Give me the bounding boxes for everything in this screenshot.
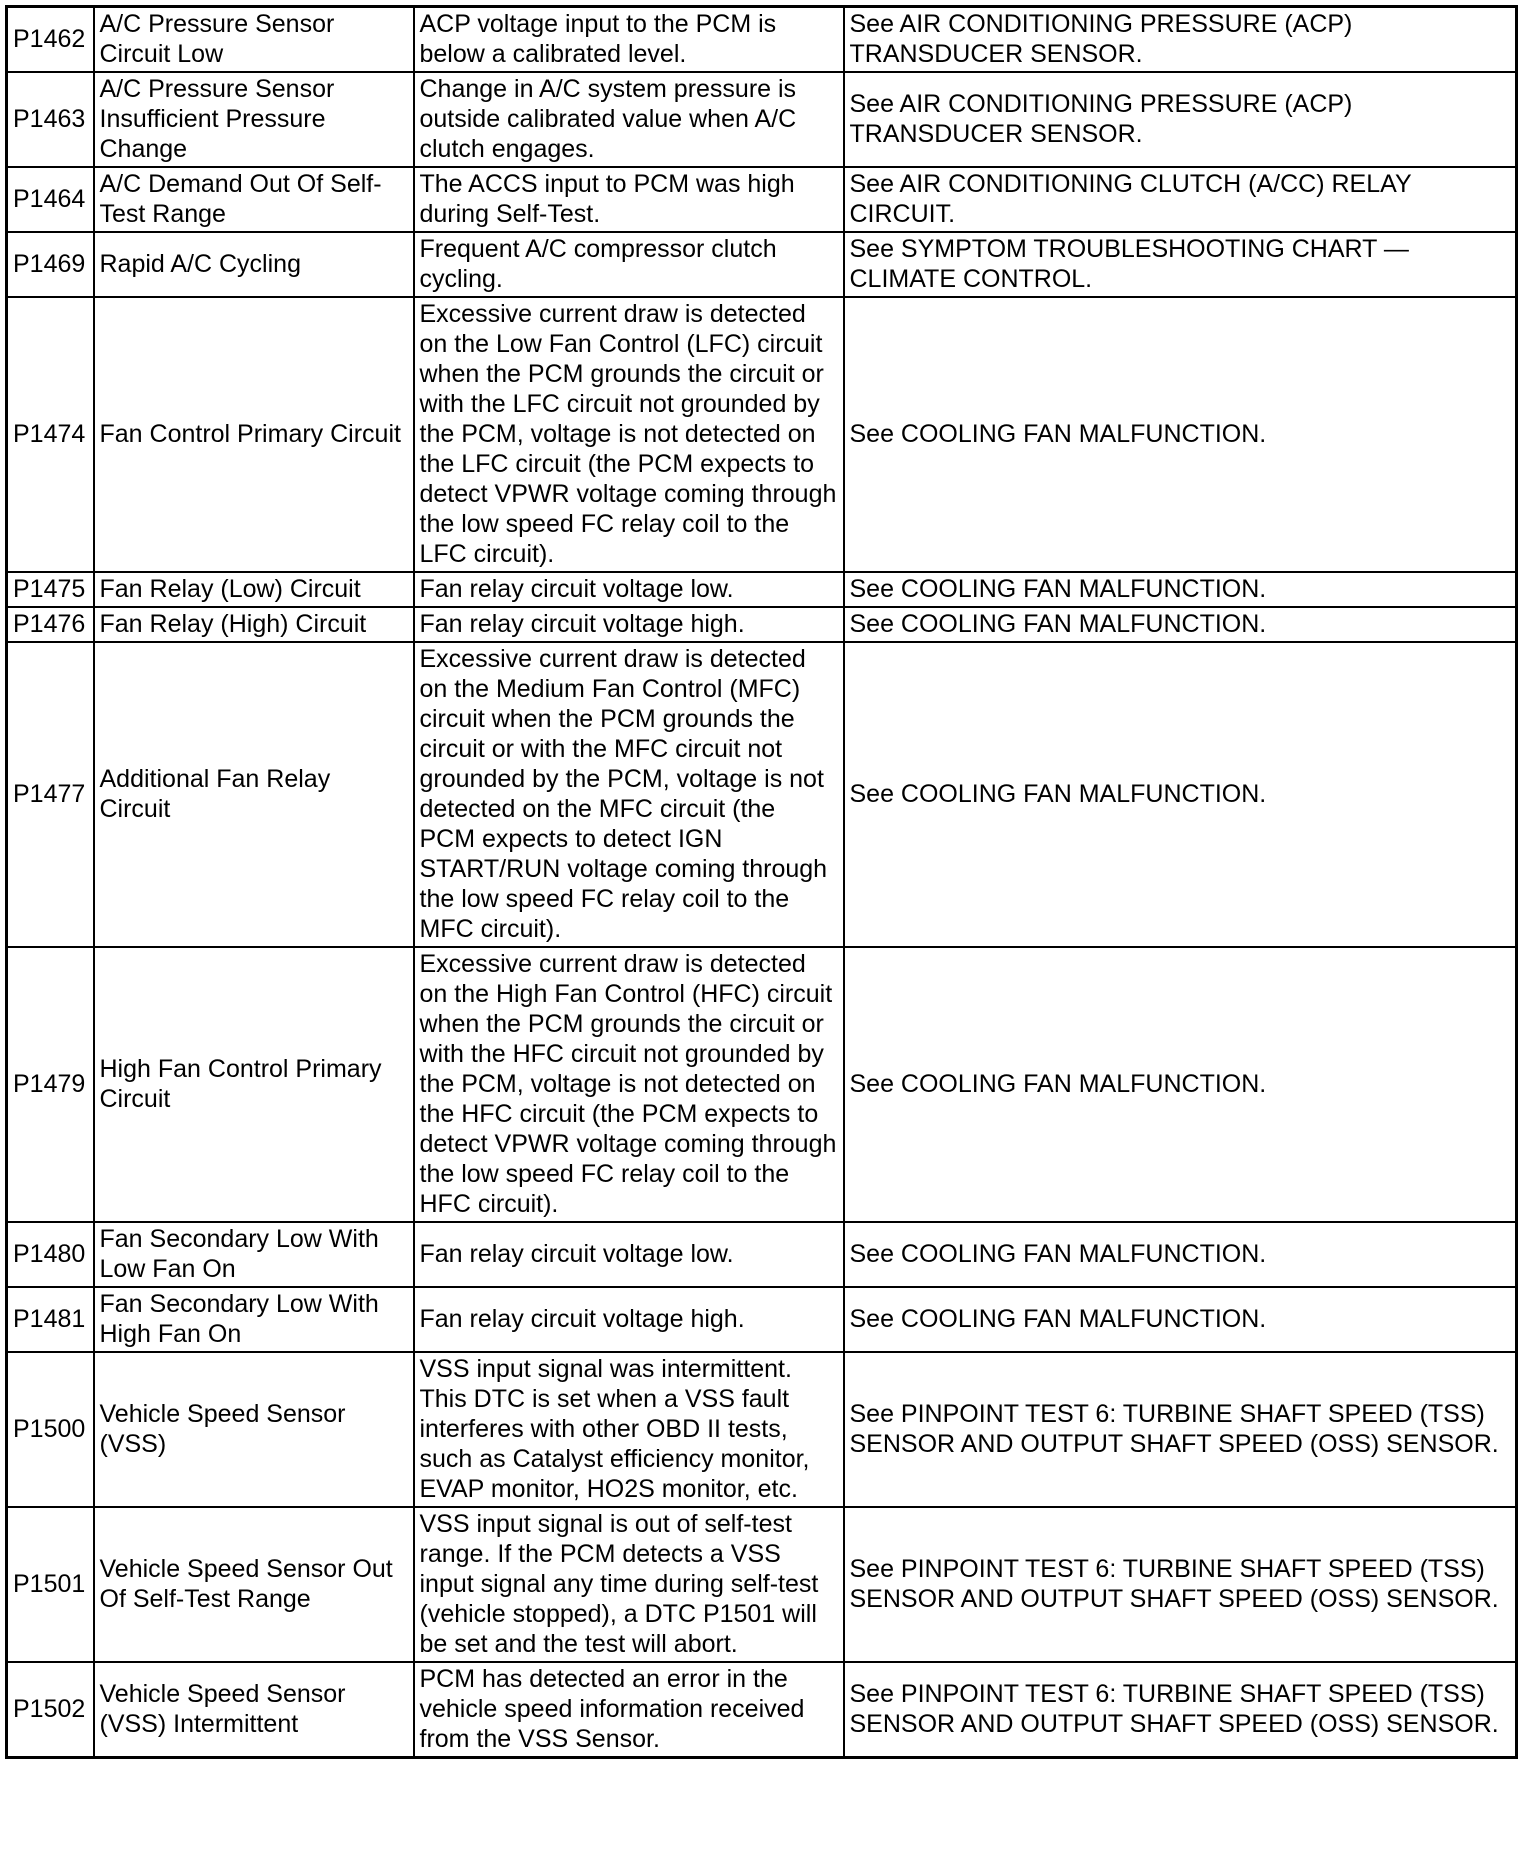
dtc-code: P1476: [7, 607, 94, 642]
dtc-condition: Fan relay circuit voltage low.: [414, 572, 844, 607]
dtc-condition: Excessive current draw is detected on the High Fan Control (HFC) circuit when the PCM grounds the circuit or with the HFC circuit not grounded by the PCM, voltage is not detected on the HFC circuit (the PCM expects to detect VPWR voltage coming through the low speed FC relay coil to the HFC circuit).: [414, 947, 844, 1222]
table-row: [7, 947, 1517, 1222]
dtc-code: P1474: [7, 297, 94, 572]
table-row: [7, 1287, 1517, 1352]
dtc-action: See AIR CONDITIONING CLUTCH (A/CC) RELAY CIRCUIT.: [844, 167, 1517, 232]
table-row: [7, 7, 1517, 73]
table-row: [7, 1222, 1517, 1287]
dtc-name: A/C Demand Out Of Self-Test Range: [94, 167, 414, 232]
dtc-code: P1481: [7, 1287, 94, 1352]
dtc-name: Vehicle Speed Sensor (VSS): [94, 1352, 414, 1507]
dtc-action: See PINPOINT TEST 6: TURBINE SHAFT SPEED (TSS) SENSOR AND OUTPUT SHAFT SPEED (OSS) SENSOR.: [844, 1662, 1517, 1758]
dtc-condition: Frequent A/C compressor clutch cycling.: [414, 232, 844, 297]
table-row: [7, 297, 1517, 572]
dtc-condition: Excessive current draw is detected on the Low Fan Control (LFC) circuit when the PCM grounds the circuit or with the LFC circuit not grounded by the PCM, voltage is not detected on the LFC circuit (the PCM expects to detect VPWR voltage coming through the low speed FC relay coil to the LFC circuit).: [414, 297, 844, 572]
dtc-action: See COOLING FAN MALFUNCTION.: [844, 642, 1517, 947]
dtc-name: Fan Secondary Low With High Fan On: [94, 1287, 414, 1352]
table-row: [7, 167, 1517, 232]
dtc-action: See SYMPTOM TROUBLESHOOTING CHART — CLIMATE CONTROL.: [844, 232, 1517, 297]
dtc-action: See COOLING FAN MALFUNCTION.: [844, 607, 1517, 642]
dtc-name: Fan Relay (Low) Circuit: [94, 572, 414, 607]
dtc-code: P1462: [7, 7, 94, 73]
dtc-code: P1502: [7, 1662, 94, 1758]
dtc-condition: VSS input signal was intermittent. This DTC is set when a VSS fault interferes with other OBD II tests, such as Catalyst efficiency monitor, EVAP monitor, HO2S monitor, etc.: [414, 1352, 844, 1507]
dtc-action: See AIR CONDITIONING PRESSURE (ACP) TRANSDUCER SENSOR.: [844, 7, 1517, 73]
dtc-table-body: [7, 7, 1517, 1758]
dtc-condition: The ACCS input to PCM was high during Self-Test.: [414, 167, 844, 232]
dtc-name: A/C Pressure Sensor Insufficient Pressure Change: [94, 72, 414, 167]
dtc-condition: Fan relay circuit voltage low.: [414, 1222, 844, 1287]
dtc-name: Rapid A/C Cycling: [94, 232, 414, 297]
dtc-action: See COOLING FAN MALFUNCTION.: [844, 1222, 1517, 1287]
dtc-table-sheet: [5, 5, 1518, 1759]
dtc-condition: Fan relay circuit voltage high.: [414, 1287, 844, 1352]
dtc-name: High Fan Control Primary Circuit: [94, 947, 414, 1222]
dtc-name: Vehicle Speed Sensor (VSS) Intermittent: [94, 1662, 414, 1758]
dtc-condition: Excessive current draw is detected on the Medium Fan Control (MFC) circuit when the PCM grounds the circuit or with the MFC circuit not grounded by the PCM, voltage is not detected on the MFC circuit (the PCM expects to detect IGN START/RUN voltage coming through the low speed FC relay coil to the MFC circuit).: [414, 642, 844, 947]
dtc-condition: PCM has detected an error in the vehicle speed information received from the VSS Sensor.: [414, 1662, 844, 1758]
dtc-action: See COOLING FAN MALFUNCTION.: [844, 297, 1517, 572]
table-row: [7, 1352, 1517, 1507]
table-row: [7, 642, 1517, 947]
dtc-table: [5, 5, 1518, 1759]
dtc-condition: Fan relay circuit voltage high.: [414, 607, 844, 642]
dtc-name: Fan Secondary Low With Low Fan On: [94, 1222, 414, 1287]
dtc-code: P1479: [7, 947, 94, 1222]
dtc-name: Fan Relay (High) Circuit: [94, 607, 414, 642]
dtc-code: P1477: [7, 642, 94, 947]
dtc-code: P1475: [7, 572, 94, 607]
dtc-code: P1500: [7, 1352, 94, 1507]
dtc-action: See PINPOINT TEST 6: TURBINE SHAFT SPEED (TSS) SENSOR AND OUTPUT SHAFT SPEED (OSS) SENSOR.: [844, 1352, 1517, 1507]
dtc-action: See COOLING FAN MALFUNCTION.: [844, 947, 1517, 1222]
table-row: [7, 572, 1517, 607]
dtc-name: Fan Control Primary Circuit: [94, 297, 414, 572]
dtc-condition: VSS input signal is out of self-test range. If the PCM detects a VSS input signal any time during self-test (vehicle stopped), a DTC P1501 will be set and the test will abort.: [414, 1507, 844, 1662]
dtc-action: See COOLING FAN MALFUNCTION.: [844, 572, 1517, 607]
dtc-condition: Change in A/C system pressure is outside calibrated value when A/C clutch engages.: [414, 72, 844, 167]
dtc-action: See AIR CONDITIONING PRESSURE (ACP) TRANSDUCER SENSOR.: [844, 72, 1517, 167]
dtc-code: P1480: [7, 1222, 94, 1287]
dtc-condition: ACP voltage input to the PCM is below a calibrated level.: [414, 7, 844, 73]
dtc-name: Additional Fan Relay Circuit: [94, 642, 414, 947]
table-row: [7, 1662, 1517, 1758]
dtc-code: P1469: [7, 232, 94, 297]
dtc-code: P1464: [7, 167, 94, 232]
table-row: [7, 232, 1517, 297]
dtc-name: Vehicle Speed Sensor Out Of Self-Test Range: [94, 1507, 414, 1662]
dtc-action: See COOLING FAN MALFUNCTION.: [844, 1287, 1517, 1352]
dtc-code: P1501: [7, 1507, 94, 1662]
table-row: [7, 1507, 1517, 1662]
dtc-name: A/C Pressure Sensor Circuit Low: [94, 7, 414, 73]
table-row: [7, 72, 1517, 167]
dtc-action: See PINPOINT TEST 6: TURBINE SHAFT SPEED (TSS) SENSOR AND OUTPUT SHAFT SPEED (OSS) SENSOR.: [844, 1507, 1517, 1662]
table-row: [7, 607, 1517, 642]
dtc-code: P1463: [7, 72, 94, 167]
